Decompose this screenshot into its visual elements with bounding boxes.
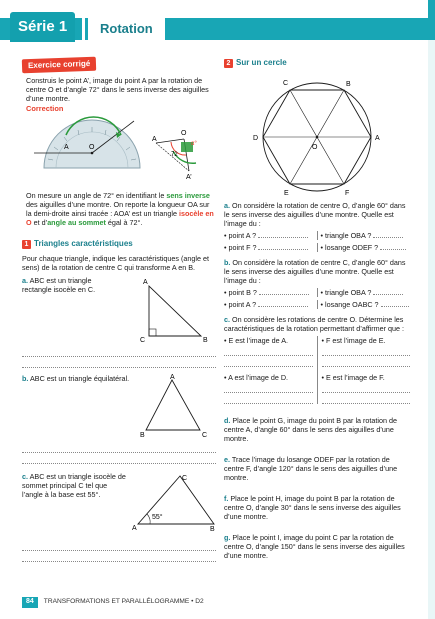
answer-line[interactable] [224,396,313,404]
tri-b-label-B: B [140,432,145,440]
fig-label-alpha: α° [191,141,197,148]
q1c-body: ABC est un triangle isocèle de sommet principal C tel que l’angle à la base est 55°. [22,472,126,500]
footer-text: TRANSFORMATIONS ET PARALLÉLOGRAMME • D2 [43,598,204,606]
corr-para-7: égal à 72°. [105,218,143,228]
corr-para-5: et d’ [31,218,48,228]
q2b-item: • point B ? [224,288,257,297]
section-1-intro: Pour chaque triangle, indique les caractéristiques (angle et sens) de la rotation de centre C qui transforme A en B. [22,254,209,273]
q1a-body: ABC est un triangle rectangle isocèle en C. [22,276,96,295]
hex-label-A: A [375,135,380,142]
q2b-item: • triangle OBA ? [320,288,372,297]
fig-label-angle: 72 [171,152,178,159]
page-header [0,0,435,52]
answer-line[interactable] [22,456,216,464]
section-2-number: 2 [224,59,233,68]
side-stripe [428,0,435,619]
triangle-b [140,374,215,442]
q2b-text [224,258,410,285]
answer-line[interactable] [22,543,216,551]
q1c-label: c. [22,472,28,482]
q2a-body: On considère la rotation de centre O, d’angle 60° dans le sens inverse des aiguilles d’une montre. Quelle est l’image du : [224,201,406,228]
q2a-item: • triangle OBA ? [320,231,372,240]
q2c-col-left [224,336,313,404]
q2e-text [224,455,410,482]
section-2-heading [224,58,410,68]
answer-line[interactable] [224,348,313,356]
q2g-body: Place le point I, image du point C par la rotation de centre O, d’angle 150° dans le sens inverse des aiguilles d’une montre. [224,533,405,560]
q2f-text [224,494,410,521]
answer-line[interactable] [22,445,216,453]
answer-blank[interactable] [259,289,309,295]
q1a-text [22,276,117,294]
tri-b-label-C: C [202,432,208,440]
tri-a-label-A: A [143,279,148,287]
tri-a-label-B: B [203,337,208,345]
correction-label: Correction [26,104,64,113]
header-divider [82,18,85,40]
answer-line[interactable] [22,349,216,357]
answer-blank[interactable] [380,244,406,250]
section-1-number: 1 [22,240,31,249]
answer-line[interactable] [22,554,216,562]
question-1b [22,374,216,442]
tri-c-label-A: A [132,525,137,533]
section-1 [22,239,216,562]
q1a-label: a. [22,276,28,286]
answer-blank[interactable] [258,244,308,250]
page-footer [22,597,204,608]
page-number: 84 [22,597,38,608]
answer-line[interactable] [322,385,411,393]
q2d-label: d. [224,416,231,425]
answer-line[interactable] [224,385,313,393]
hexagon-circle-figure [247,71,387,199]
q2c-body: On considère les rotations de centre O. Détermine les caractéristiques de la rotation permettant d’affirmer que : [224,315,405,333]
corr-angle-sommet: angle au sommet [47,218,106,228]
tri-c-label-C: C [182,475,188,483]
q2c-item: • E est l’image de F. [321,373,385,382]
section-1-heading [22,239,216,249]
q2e-label: e. [224,455,230,464]
answer-line[interactable] [22,360,216,368]
hex-label-D: D [253,135,259,142]
corr-para-1: On mesure un angle de 72° en identifiant le [26,191,165,201]
fig-label-O2: O [181,130,187,138]
tri-a-label-C: C [140,337,146,345]
answer-line[interactable] [322,359,411,367]
q2b-body: On considère la rotation de centre C, d’angle 60° dans le sens inverse des aiguilles d’une montre. Quelle est l’image du : [224,258,406,285]
answer-line[interactable] [322,348,411,356]
tri-c-label-B: B [210,526,215,533]
protractor-figure [26,113,216,189]
q2a-item: • losange ODEF ? [320,243,379,252]
corrige-statement: Construis le point A’, image du point A par la rotation de centre O et d’angle 72° dans le sens inverse des aiguilles d’une montre. [26,76,209,103]
corr-isocele: isocèle en O [26,209,214,228]
answer-blank[interactable] [373,232,403,238]
page-title: Rotation [88,18,165,40]
section-2-title: Sur un cercle [236,58,287,67]
q2b-item: • losange OABC ? [320,300,379,309]
answer-blank[interactable] [373,289,403,295]
q2d-body: Place le point G, image du point B par la rotation de centre A, d’angle 60° dans le sens des aiguilles d’une montre. [224,416,398,443]
corr-para-3: des aiguilles d’une montre. On reporte la longueur OA sur la demi-droite ainsi tracée : AOA’ est un triangle [26,200,210,219]
tri-b-label-A: A [170,374,175,382]
q2g-text [224,533,410,560]
q2g-label: g. [224,533,231,542]
q2c-item: • F est l’image de E. [321,336,386,345]
answer-line[interactable] [224,359,313,367]
q2a-text [224,201,410,228]
q2a-item: • point A ? [224,231,257,240]
exercice-corrige [26,76,216,227]
q1c-text [22,472,127,499]
fig-label-A: A [64,144,69,152]
q2a-label: a. [224,201,230,210]
q2a-row-2 [224,243,410,252]
left-column [22,58,216,562]
answer-blank[interactable] [258,301,308,307]
hex-label-O: O [312,144,318,151]
q2c-col-right [322,336,411,404]
q2d-text [224,416,410,443]
q2e-body: Trace l’image du losange ODEF par la rotation de centre F, d’angle 120° dans le sens des aiguilles d’une montre. [224,455,398,482]
q1b-body: ABC est un triangle équilatéral. [28,374,130,384]
q2c-item: • A est l’image de D. [224,373,289,382]
correction-paragraph [26,191,216,227]
question-1a [22,276,216,346]
triangle-c [132,472,217,532]
correction-figure [26,113,216,189]
hex-label-E: E [284,190,289,197]
right-column [224,58,410,560]
q2b-label: b. [224,258,231,267]
hex-label-B: B [346,81,351,88]
answer-line[interactable] [322,396,411,404]
q2f-body: Place le point H, image du point B par la rotation de centre O, d’angle 30° dans le sens inverse des aiguilles d’une montre. [224,494,401,521]
fig-label-A2: A [152,136,157,144]
q2b-row-1 [224,288,410,297]
question-1c [22,472,216,540]
corr-sens-inverse: sens inverse [166,191,210,201]
q2b-row-2 [224,300,410,309]
answer-blank[interactable] [258,232,308,238]
q2f-label: f. [224,494,229,503]
fig-label-Aprime: A’ [186,174,192,182]
fig-label-O: O [89,144,95,152]
q2c-label: c. [224,315,230,324]
section-1-title: Triangles caractéristiques [34,239,133,249]
triangle-a [137,276,217,346]
q2b-item: • point A ? [224,300,257,309]
answer-blank[interactable] [381,301,409,307]
q2a-item: • point F ? [224,243,257,252]
q2c-item: • E est l’image de A. [224,336,289,345]
hex-label-F: F [345,190,350,197]
hex-label-C: C [283,80,289,87]
q2c-grid [224,336,410,404]
series-tab: Série 1 [10,12,75,42]
q2c-text [224,315,410,333]
tri-c-angle: 55° [152,514,163,522]
q1b-label: b. [22,374,29,384]
exercice-corrige-badge: Exercice corrigé [22,57,97,74]
q2a-row-1 [224,231,410,240]
